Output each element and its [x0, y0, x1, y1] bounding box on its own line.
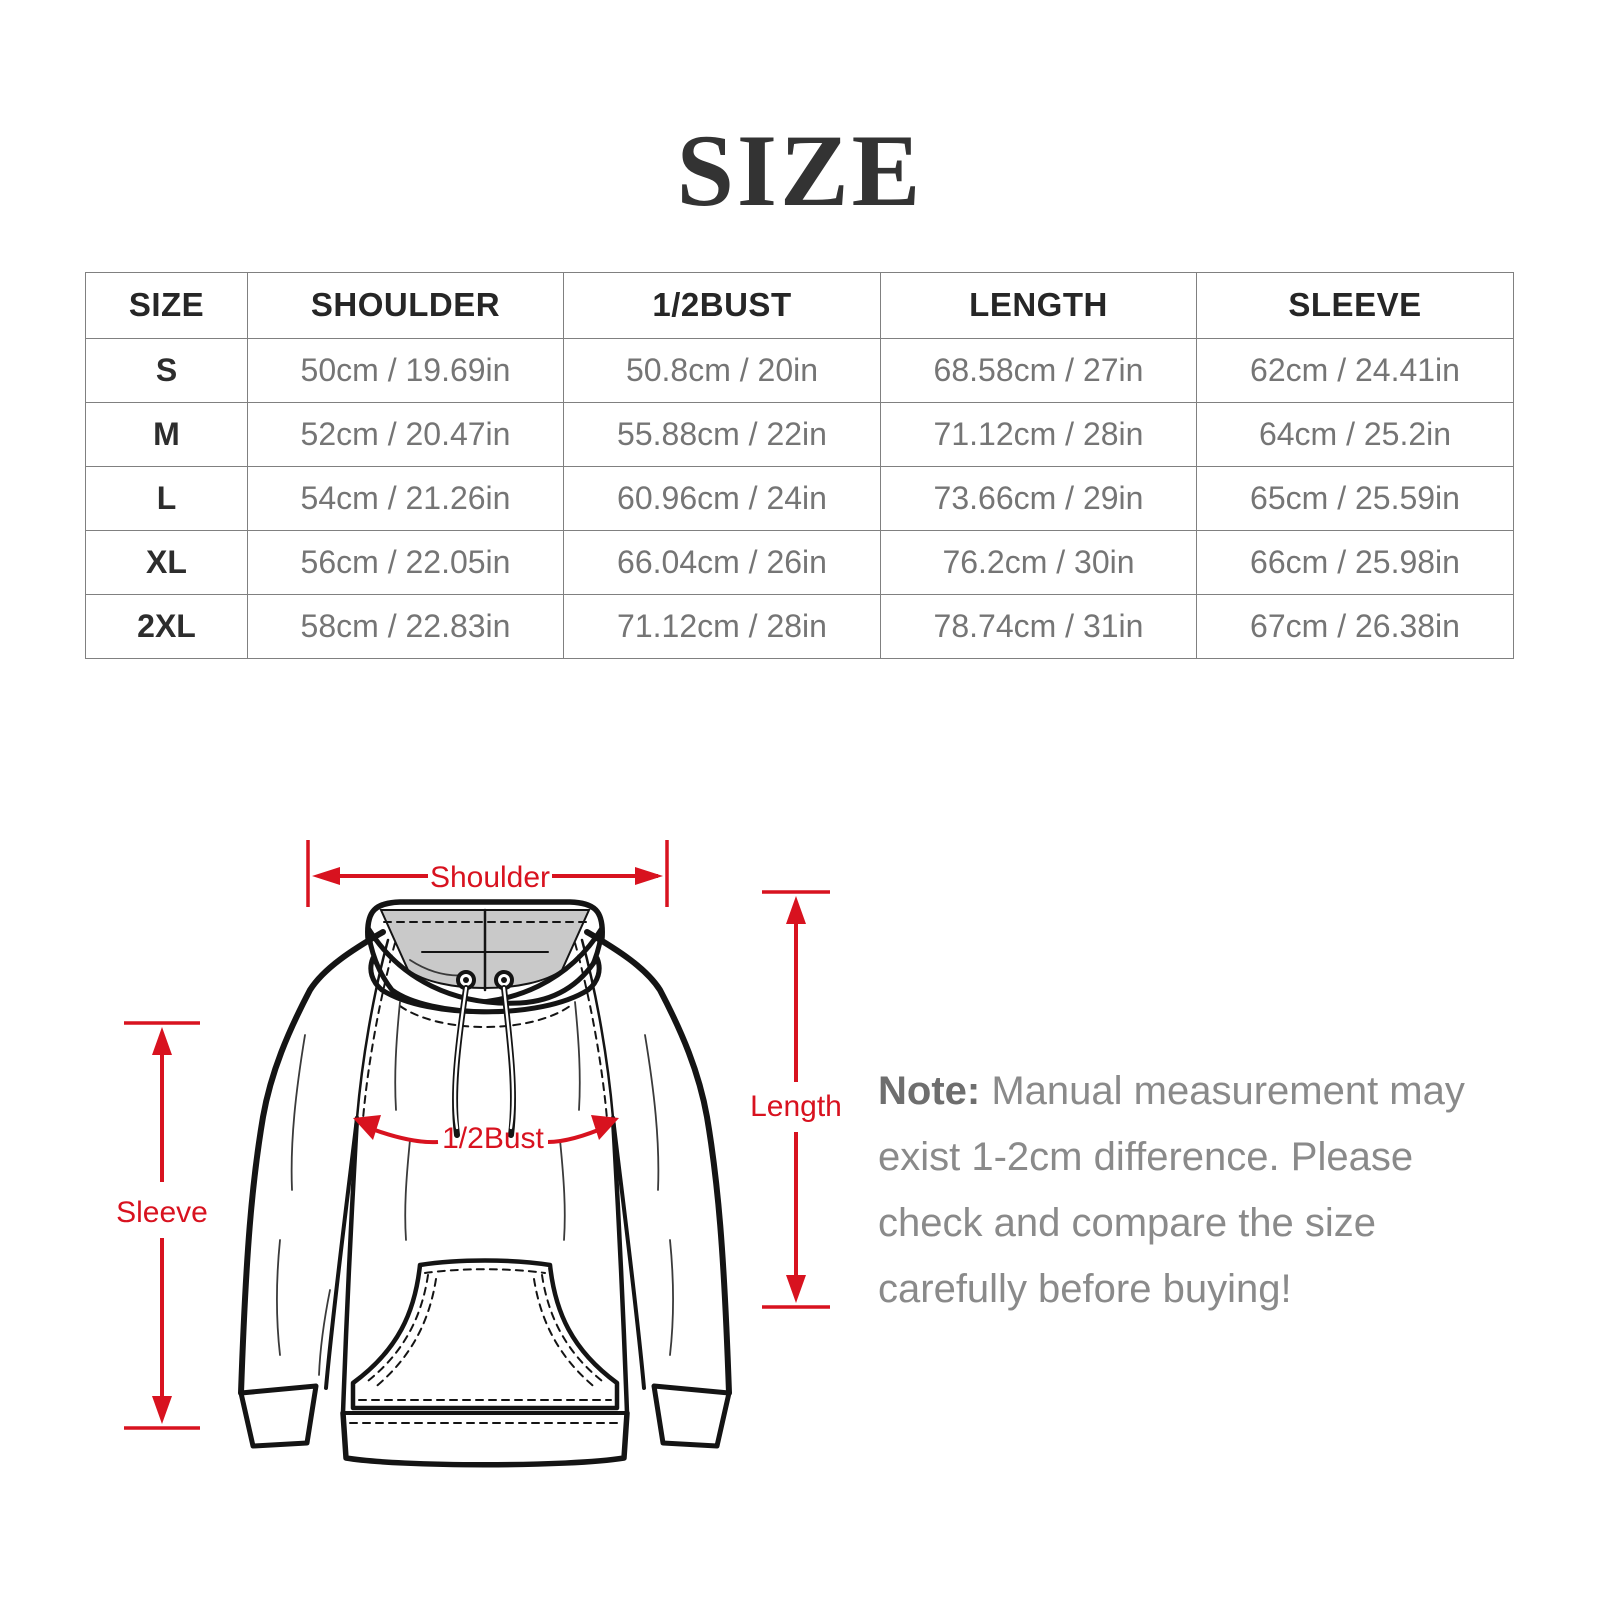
eyelet-left-hole [463, 977, 469, 983]
size-cell: M [86, 402, 248, 466]
measurement-cell: 65cm / 25.59in [1197, 466, 1514, 530]
hoodie-measurement-diagram [100, 810, 850, 1490]
shoulder-measure-arrow [308, 840, 667, 907]
size-cell: 2XL [86, 594, 248, 658]
hoodie-illustration [241, 902, 729, 1465]
note-text: Manual measurement may exist 1-2cm difference. Please check and compare the size carefully before buying! [878, 1069, 1465, 1311]
crease-line [645, 1035, 658, 1190]
cuff-right [654, 1386, 729, 1446]
header-half-bust: 1/2BUST [564, 273, 881, 339]
measurement-cell: 64cm / 25.2in [1197, 402, 1514, 466]
size-cell: L [86, 466, 248, 530]
table-row [86, 530, 1514, 594]
measurement-cell: 60.96cm / 24in [564, 466, 881, 530]
pocket-top-stitch [425, 1269, 545, 1273]
crease-line [395, 1002, 400, 1110]
sleeve-measure-arrow [116, 1023, 208, 1428]
measurement-cell: 66cm / 25.98in [1197, 530, 1514, 594]
page-title: SIZE [676, 114, 924, 228]
measurement-cell: 50.8cm / 20in [564, 338, 881, 402]
crease-line [277, 1240, 280, 1355]
kangaroo-pocket [353, 1261, 617, 1409]
crease-line [292, 1035, 305, 1190]
table-row [86, 466, 1514, 530]
measurement-cell: 66.04cm / 26in [564, 530, 881, 594]
size-table [85, 272, 1514, 659]
header-size: SIZE [86, 273, 248, 339]
measurement-cell: 50cm / 19.69in [248, 338, 564, 402]
measurement-cell: 71.12cm / 28in [881, 402, 1197, 466]
sleeve-left-outer-edge [241, 932, 383, 1393]
hem-band [343, 1413, 627, 1465]
header-shoulder: SHOULDER [248, 273, 564, 339]
measurement-cell: 67cm / 26.38in [1197, 594, 1514, 658]
sleeve-right-inner-edge [613, 1118, 644, 1388]
crease-line [560, 1140, 565, 1240]
crease-line [670, 1240, 673, 1355]
pocket-right-stitch-2 [534, 1279, 597, 1389]
size-cell: XL [86, 530, 248, 594]
header-sleeve: SLEEVE [1197, 273, 1514, 339]
length-label: Length [750, 1090, 842, 1123]
cuff-left [241, 1386, 316, 1446]
length-measure-arrow [750, 892, 842, 1307]
crease-line [575, 1002, 580, 1110]
measurement-cell: 62cm / 24.41in [1197, 338, 1514, 402]
measurement-cell: 76.2cm / 30in [881, 530, 1197, 594]
shoulder-label: Shoulder [429, 861, 551, 894]
eyelet-right-hole [501, 977, 507, 983]
crease-line [405, 1140, 410, 1240]
pocket-left-stitch-2 [373, 1279, 436, 1389]
table-row [86, 338, 1514, 402]
half-bust-label: 1/2Bust [442, 1122, 544, 1155]
measurement-cell: 52cm / 20.47in [248, 402, 564, 466]
measurement-cell: 78.74cm / 31in [881, 594, 1197, 658]
measurement-cell: 73.66cm / 29in [881, 466, 1197, 530]
table-row [86, 594, 1514, 658]
measurement-cell: 68.58cm / 27in [881, 338, 1197, 402]
header-length: LENGTH [881, 273, 1197, 339]
table-row [86, 402, 1514, 466]
measurement-cell: 71.12cm / 28in [564, 594, 881, 658]
note-label: Note: [878, 1069, 981, 1113]
measurement-note [878, 1058, 1476, 1322]
measurement-cell: 55.88cm / 22in [564, 402, 881, 466]
measurement-cell: 56cm / 22.05in [248, 530, 564, 594]
measurement-cell: 58cm / 22.83in [248, 594, 564, 658]
half-bust-measure-arrow [353, 1115, 619, 1155]
sleeve-left-inner-edge [326, 1118, 357, 1388]
size-cell: S [86, 338, 248, 402]
table-header-row [86, 273, 1514, 339]
sleeve-label: Sleeve [116, 1196, 208, 1229]
measurement-cell: 54cm / 21.26in [248, 466, 564, 530]
